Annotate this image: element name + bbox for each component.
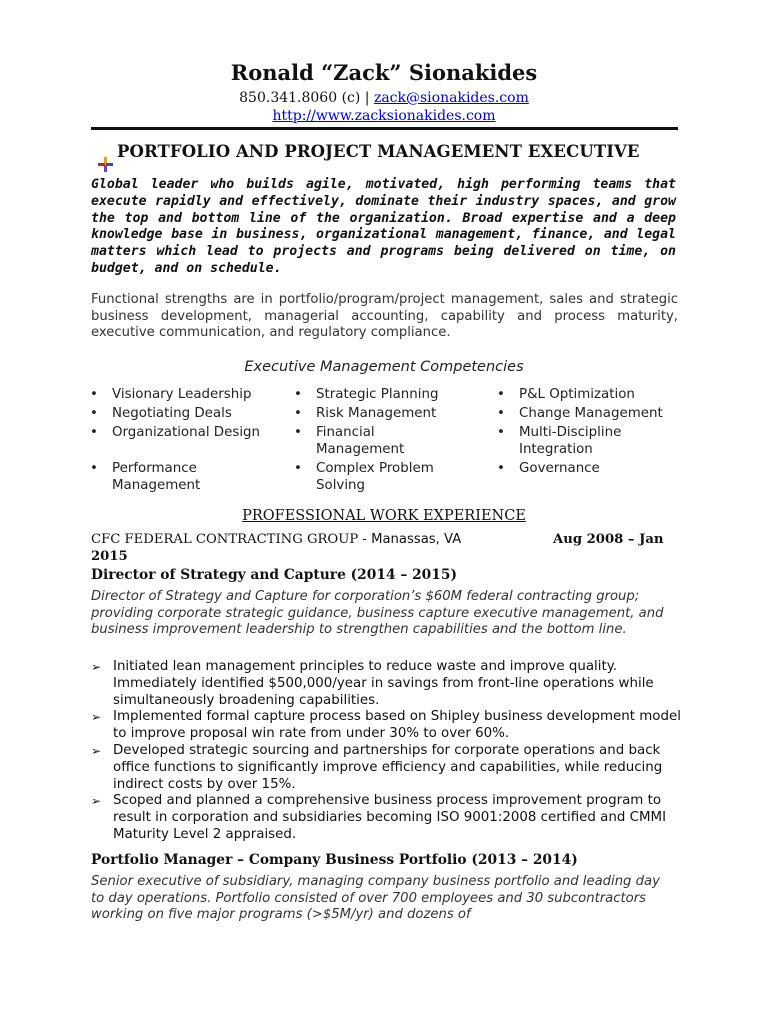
website-line [0, 107, 768, 125]
employment-dates-end: 2015 [91, 549, 128, 564]
competency-item: • Governance [497, 460, 687, 477]
competency-item: • Financial Management [294, 424, 396, 458]
competency-item: • Negotiating Deals [90, 405, 280, 422]
arrow-bullet-icon: ➢ [91, 794, 102, 809]
competency-item: • Strategic Planning [294, 386, 464, 403]
arrow-bullet-icon: ➢ [91, 710, 102, 725]
contact-line [0, 89, 768, 107]
header-divider [91, 127, 678, 130]
strengths-paragraph: Functional strengths are in portfolio/program/project management, sales and strategic business development, managerial accounting, capability and process maturity, executive communication, and regulatory compliance. [91, 292, 678, 341]
achievement-item [91, 709, 681, 743]
candidate-name: Ronald “Zack” Sionakides [230, 60, 538, 85]
colorful-cross-bullet-icon [98, 157, 114, 173]
competency-item: • Organizational Design [90, 424, 280, 441]
achievement-item [91, 743, 681, 793]
company-line [91, 531, 678, 565]
phone: 850.341.8060 (c) | [239, 90, 374, 106]
competency-item: • Complex Problem Solving [294, 460, 456, 494]
competency-item: • P&L Optimization [497, 386, 687, 403]
competencies-column-3 [497, 386, 687, 479]
email-link[interactable]: zack@sionakides.com [373, 90, 529, 106]
achievement-text: Initiated lean management principles to reduce waste and improve quality. Immediately identified $500,000/year in savings from front-line operations while simultaneously broadening capabilities. [113, 659, 654, 708]
achievement-list [91, 659, 681, 844]
competency-item: • Multi-Discipline Integration [497, 424, 639, 458]
competency-item: • Visionary Leadership [90, 386, 280, 403]
role-title: Portfolio Manager – Company Business Portfolio (2013 – 2014) [91, 852, 578, 868]
company-name: CFC FEDERAL CONTRACTING GROUP - [91, 532, 372, 547]
summary-paragraph: Global leader who builds agile, motivated, high performing teams that execute rapidly and effectively, dominate their industry spaces, and grow the top and bottom line of the organization. Broad expertise and a deep knowledge base in business, organizational management, finance, and legal matters which lead to projects and programs being delivered on time, on budget, and on schedule. [91, 177, 676, 276]
achievement-item [91, 659, 681, 709]
role-description: Director of Strategy and Capture for corporation’s $60M federal contracting group; providing corporate strategic guidance, business capture executive management, and business improvement leadership to strengthen capabilities and the bottom line. [91, 589, 664, 638]
competencies-column-1 [90, 386, 280, 496]
competency-item: • Performance Management [90, 460, 222, 494]
headline: PORTFOLIO AND PROJECT MANAGEMENT EXECUTIVE [117, 142, 640, 161]
role-description: Senior executive of subsidiary, managing company business portfolio and leading day to day operations. Portfolio consisted of over 700 employees and 30 subcontractors working on five major programs (>$5M/yr) and dozens of [91, 874, 660, 923]
website-link[interactable]: http://www.zacksionakides.com [272, 108, 496, 124]
employment-dates: Aug 2008 – Jan [553, 532, 664, 547]
achievement-item [91, 793, 681, 843]
competency-item: • Change Management [497, 405, 687, 422]
achievement-text: Developed strategic sourcing and partnerships for corporate operations and back office functions to significantly improve efficiency and capabilities, while reducing indirect costs by over 15%. [113, 742, 663, 792]
competencies-title: Executive Management Competencies [244, 359, 524, 375]
experience-section-title: PROFESSIONAL WORK EXPERIENCE [242, 508, 526, 524]
arrow-bullet-icon: ➢ [91, 743, 102, 758]
role-title: Director of Strategy and Capture (2014 – 2015) [91, 567, 458, 583]
arrow-bullet-icon: ➢ [91, 660, 102, 674]
achievement-text: Scoped and planned a comprehensive business process improvement program to result in corporation and subsidiaries becoming ISO 9001:2008 certified and CMMI Maturity Level 2 appraised. [113, 793, 667, 842]
contact-block [0, 89, 768, 125]
competencies-column-2 [294, 386, 464, 496]
company-location: Manassas, VA [371, 532, 462, 547]
competency-item: • Risk Management [294, 405, 464, 422]
achievement-text: Implemented formal capture process based on Shipley business development model to improve proposal win rate from under 30% to over 60%. [113, 709, 681, 742]
